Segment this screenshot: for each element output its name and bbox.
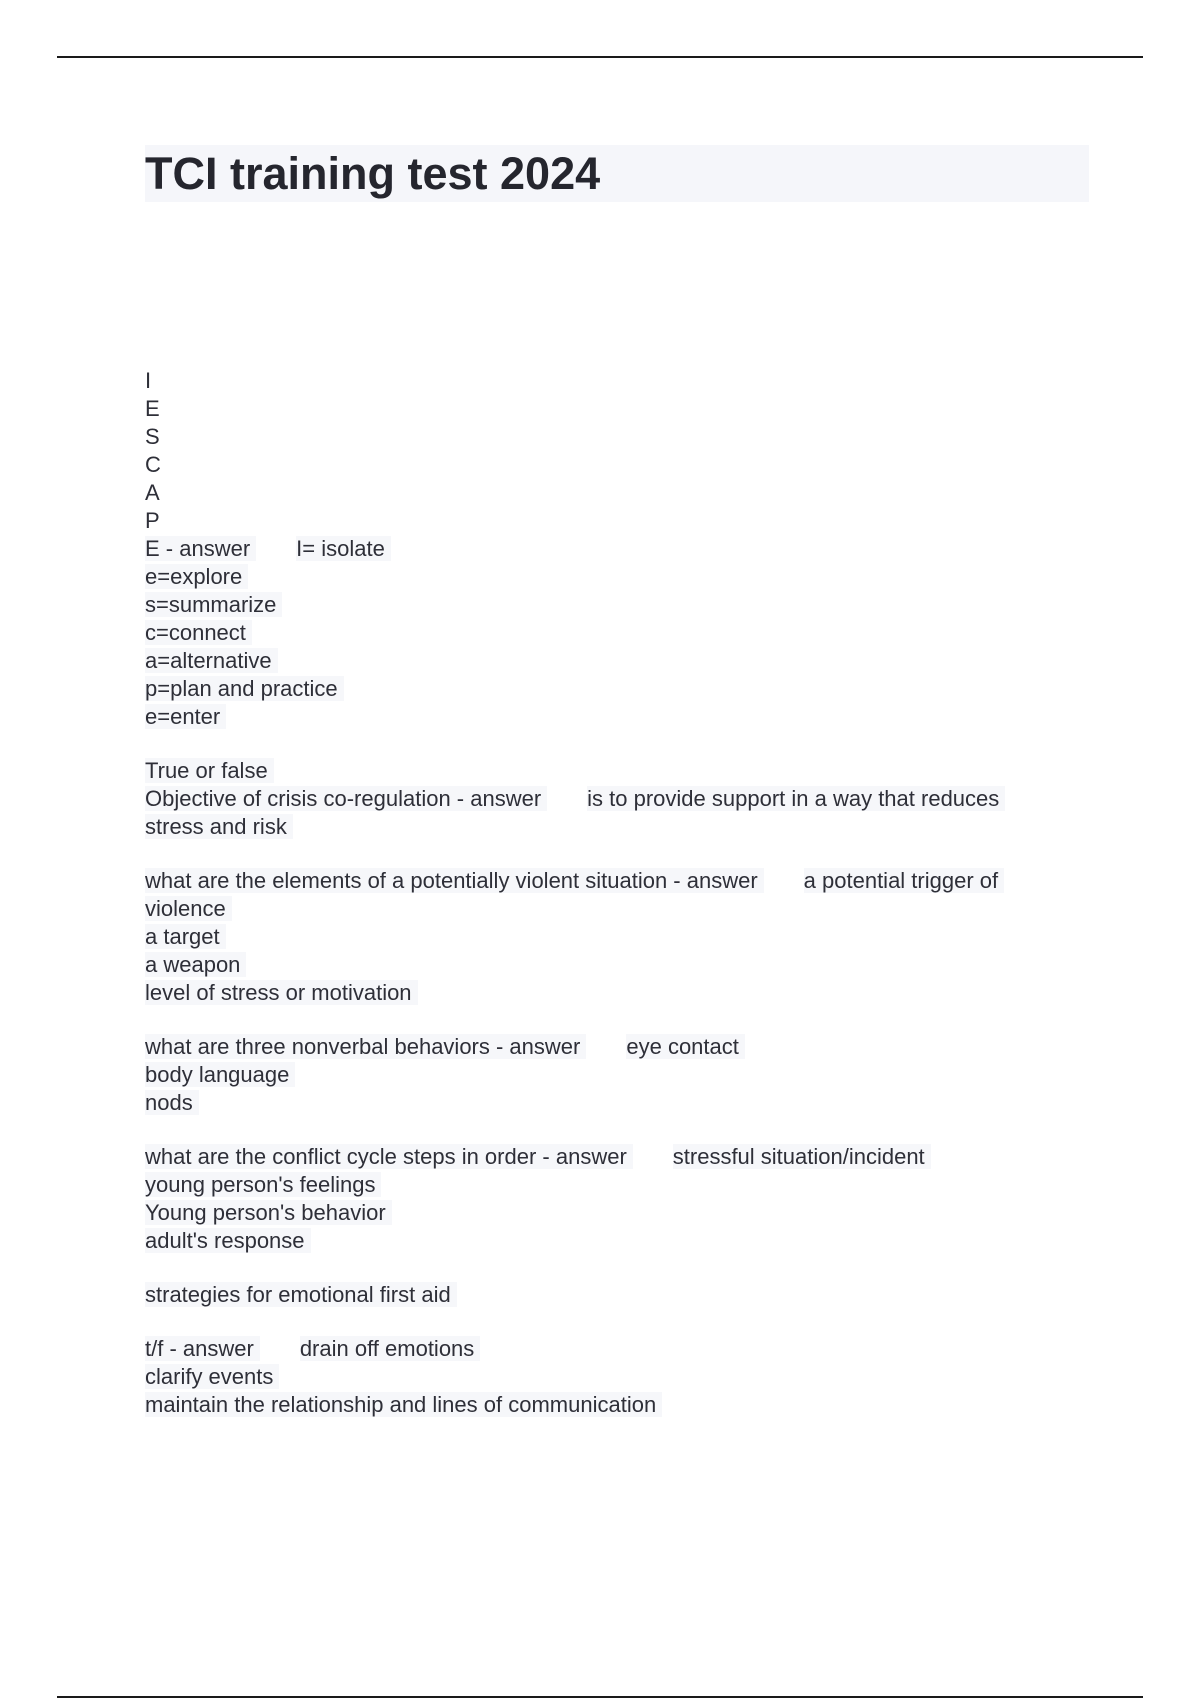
flashcard-content (145, 367, 1090, 1419)
question-text: what are the conflict cycle steps in order - answer (145, 1144, 633, 1169)
answer-line: body language (145, 1062, 295, 1087)
qa-line (145, 1033, 1090, 1061)
question-text: what are the elements of a potentially violent situation - answer (145, 868, 764, 893)
answer-line: clarify events (145, 1364, 279, 1389)
question-text: E - answer (145, 536, 256, 561)
answer-line: violence (145, 896, 232, 921)
answer-line: young person's feelings (145, 1172, 381, 1197)
prompt-text: True or false (145, 758, 274, 783)
page-title: TCI training test 2024 (145, 148, 601, 199)
answer-text: I= isolate (296, 536, 391, 561)
answer-line: Young person's behavior (145, 1200, 392, 1225)
acronym-letter: C (145, 452, 161, 477)
answer-line: a weapon (145, 952, 246, 977)
title-block (145, 145, 1089, 202)
qa-line (145, 535, 1090, 563)
prompt-text: strategies for emotional first aid (145, 1282, 457, 1307)
acronym-letter: A (145, 480, 160, 505)
answer-line: p=plan and practice (145, 676, 344, 701)
question-text: Objective of crisis co-regulation - answer (145, 786, 547, 811)
acronym-letter: E (145, 396, 160, 421)
flashcard-1 (145, 367, 1090, 731)
answer-line: adult's response (145, 1228, 311, 1253)
flashcard-3 (145, 867, 1090, 1007)
footer-rule (57, 1696, 1143, 1698)
qa-line (145, 1335, 1090, 1363)
answer-line: a target (145, 924, 226, 949)
answer-line: c=connect (145, 620, 252, 645)
question-text: what are three nonverbal behaviors - answer (145, 1034, 586, 1059)
flashcard-5 (145, 1143, 1090, 1255)
answer-line: nods (145, 1090, 199, 1115)
answer-text: drain off emotions (300, 1336, 480, 1361)
acronym-letter: P (145, 508, 160, 533)
answer-line: e=explore (145, 564, 248, 589)
qa-line (145, 1143, 1090, 1171)
answer-text: is to provide support in a way that reduces (587, 786, 1005, 811)
header-rule (57, 56, 1143, 58)
qa-line (145, 785, 1090, 813)
answer-text: stressful situation/incident (673, 1144, 931, 1169)
acronym-letter: S (145, 424, 160, 449)
answer-text: a potential trigger of (804, 868, 1004, 893)
answer-line: level of stress or motivation (145, 980, 418, 1005)
flashcard-4 (145, 1033, 1090, 1117)
answer-line: e=enter (145, 704, 226, 729)
answer-line: a=alternative (145, 648, 278, 673)
question-text: t/f - answer (145, 1336, 260, 1361)
answer-text: eye contact (626, 1034, 745, 1059)
answer-line: s=summarize (145, 592, 282, 617)
flashcard-6 (145, 1281, 1090, 1419)
answer-line: stress and risk (145, 814, 293, 839)
acronym-letter: I (145, 368, 152, 393)
qa-line (145, 867, 1090, 895)
answer-line: maintain the relationship and lines of communication (145, 1392, 662, 1417)
flashcard-2 (145, 757, 1090, 841)
